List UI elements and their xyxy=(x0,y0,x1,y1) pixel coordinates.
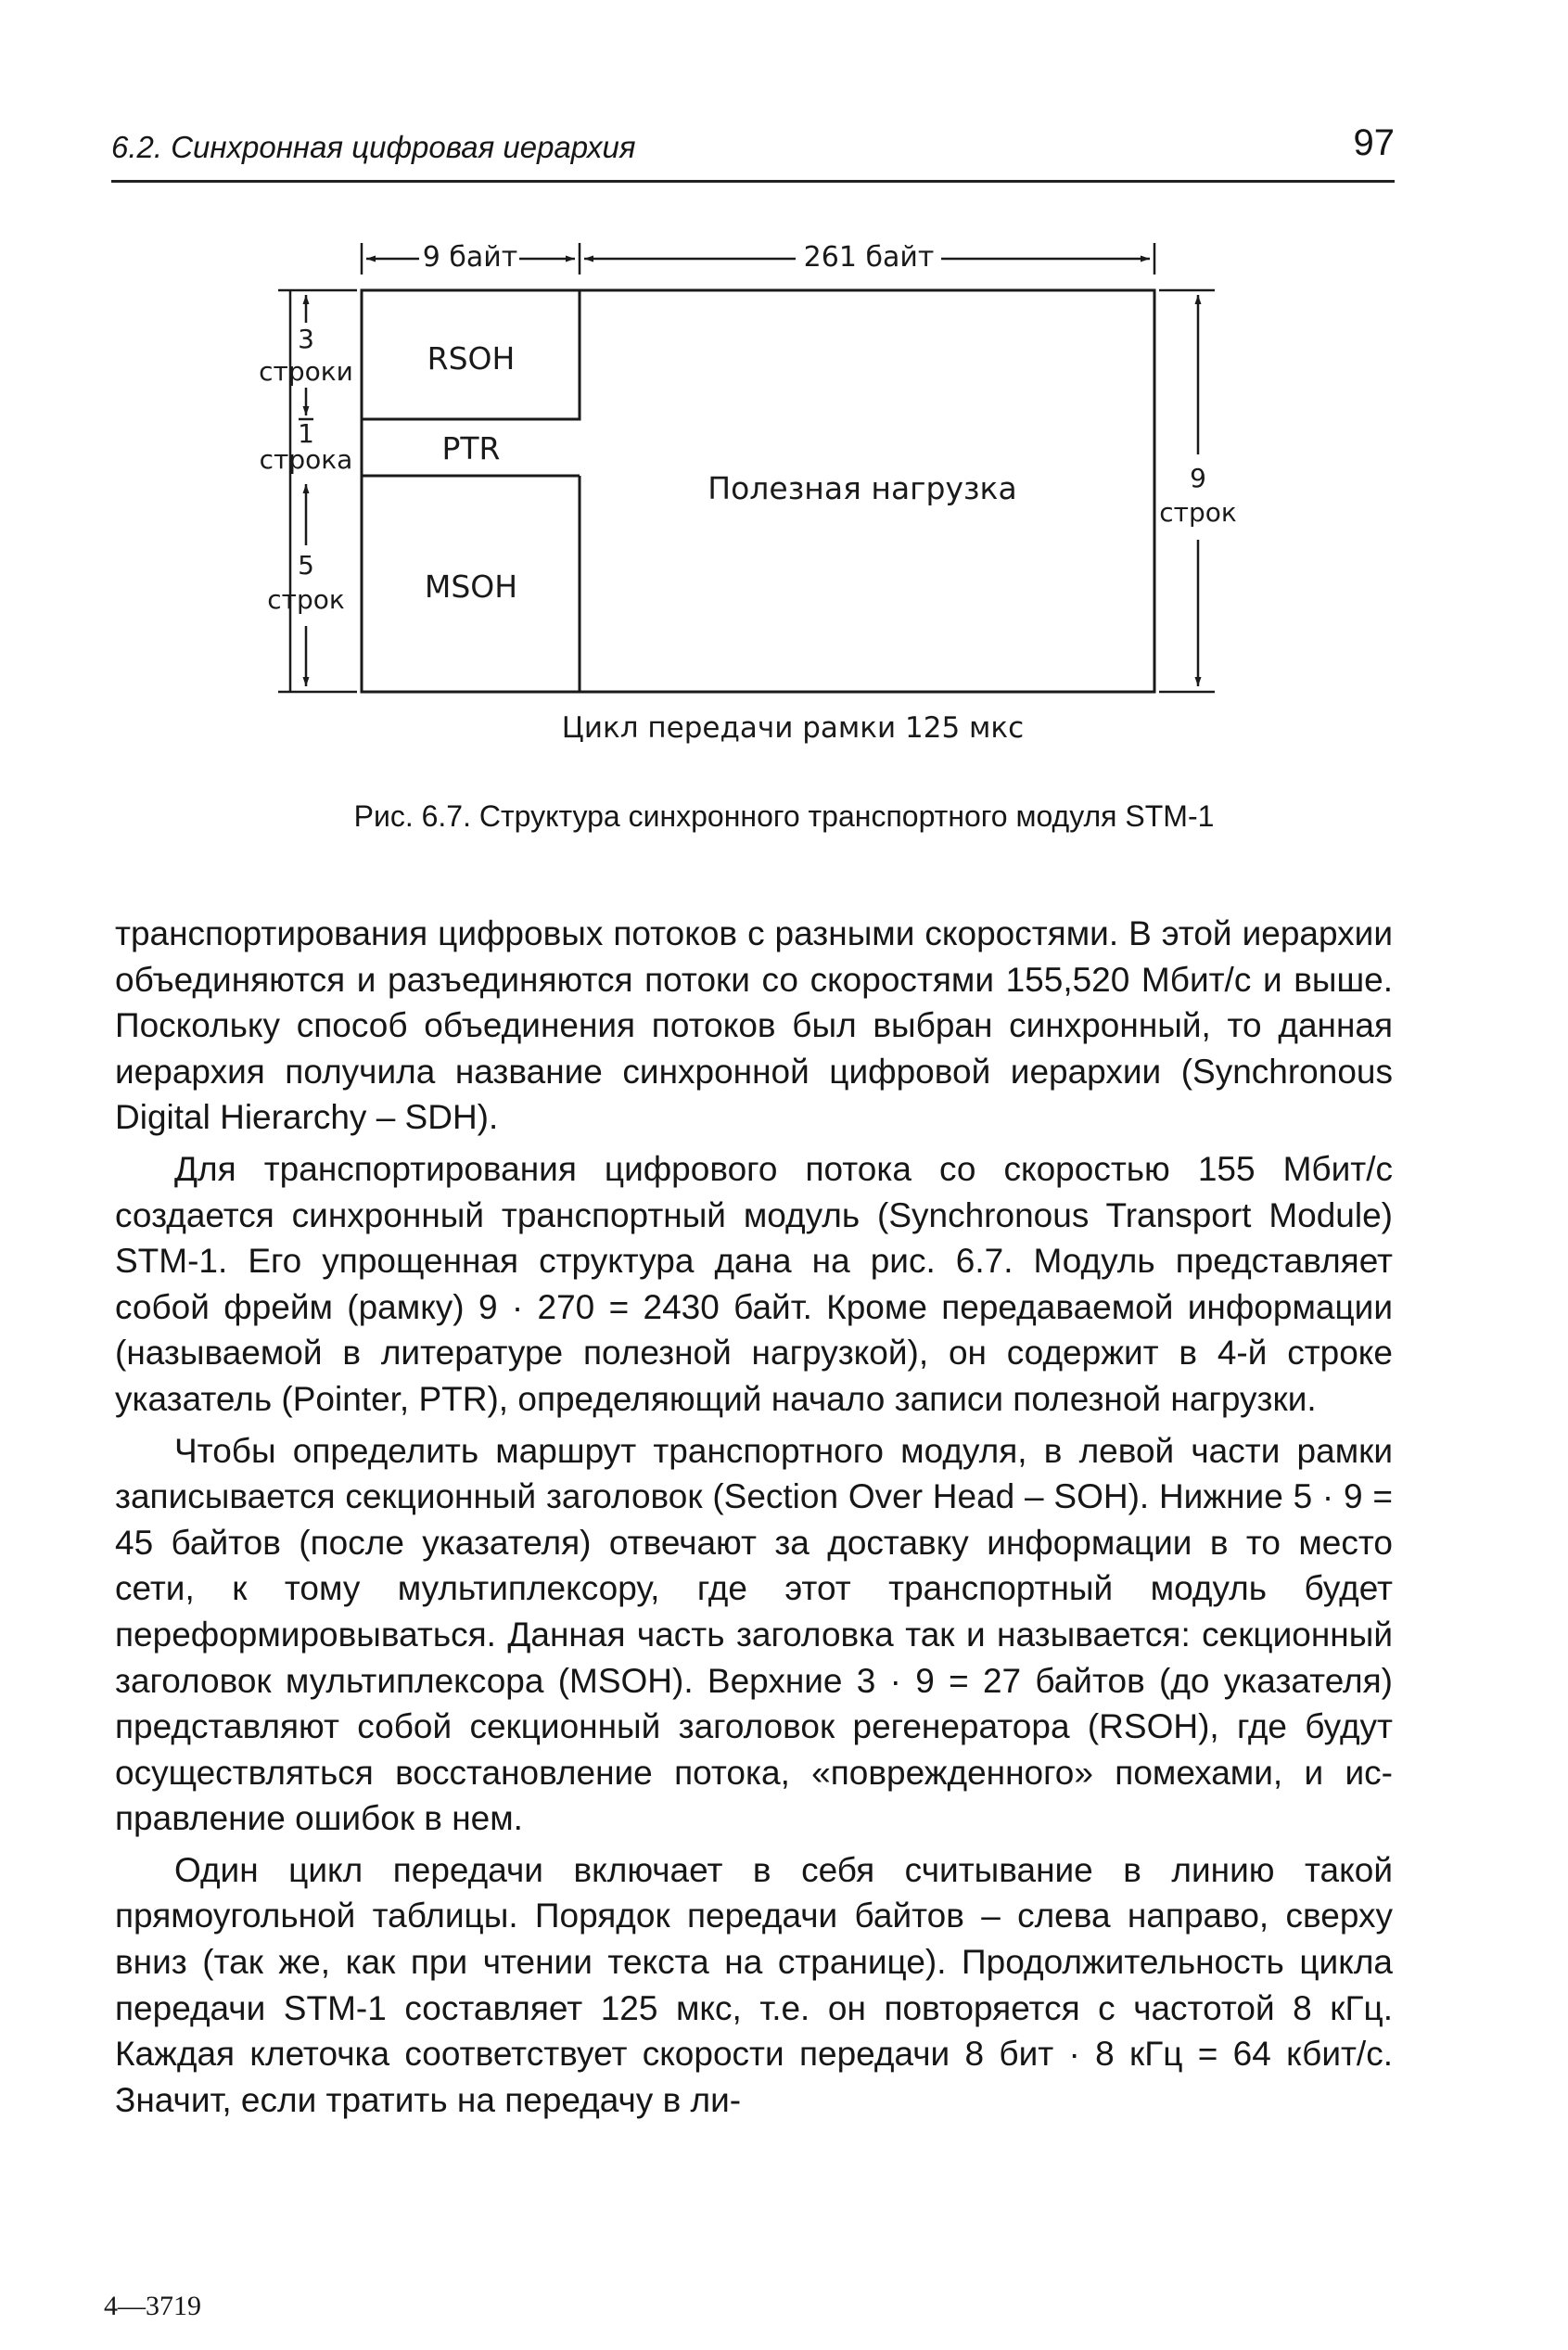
rows-9-number: 9 xyxy=(1190,463,1206,493)
paragraph-3: Чтобы определить маршрут транспортного модуля, в левой части рамки записывается секционный заголовок (Section Over Head – SOH). Нижние 5 · 9 = 45 байтов (после указателя) отвечают за доставку информации в то место сети, к тому мультиплексору, где этот транспортный модуль будет переформировываться. Данная часть заголовка так и называется: секционный заголовок мультиплексора (MSOH). Верхние 3 · 9 = 27 байтов (до указателя) представляют собой секционный заголовок регенератора (RSOH), где будут осуществляться восстановление потока, «поврежденного» помехами, и исправление ошибок в нем. xyxy=(115,1431,1393,1838)
rows-5-number: 5 xyxy=(298,550,314,581)
left-dimension xyxy=(278,290,357,692)
rows-5-unit: строк xyxy=(267,584,345,615)
rsoh-label: RSOH xyxy=(427,340,516,377)
body-text xyxy=(115,911,1393,2123)
print-signature: 4—3719 xyxy=(104,2291,201,2321)
rows-3-number: 3 xyxy=(298,324,314,354)
stm1-structure-diagram xyxy=(0,0,1568,798)
dim-label-261-bytes: 261 байт xyxy=(803,241,935,274)
rows-1-unit: строка xyxy=(259,444,353,475)
paragraph-1: транспортирования цифровых потоков с разными скоростями. В этой иерархии объединяются и разъединяются потоки со скоростями 155,520 Мбит/с и выше. Поскольку способ объединения потоков был выбран синхронный, то данная иерархия получила название синхронной цифровой иерархии (Synchronous Digital Hierarchy – SDH). xyxy=(115,914,1393,1137)
rows-1-number: 1 xyxy=(298,418,314,449)
right-dimension xyxy=(1159,290,1215,692)
dim-label-9-bytes: 9 байт xyxy=(422,241,518,274)
rows-3-unit: строки xyxy=(259,356,353,387)
paragraph-2: Для транспортирования цифрового потока со скоростью 155 Мбит/с создается синхронный транспортный модуль (Synchronous Transport Module) STM-1. Его упрощенная структура дана на рис. 6.7. Модуль представляет собой фрейм (рамку) 9 · 270 = 2430 байт. Кроме передаваемой информации (называемой в литературе полезной нагрузкой), он содержит в 4-й строке указатель (Pointer, PTR), определяющий начало записи полезной нагрузки. xyxy=(115,1149,1393,1418)
page-number: 97 xyxy=(1353,122,1395,163)
msoh-label: MSOH xyxy=(424,568,518,605)
ptr-label: PTR xyxy=(441,430,501,466)
transmission-cycle-label: Цикл передачи рамки 125 мкс xyxy=(561,711,1025,745)
payload-label: Полезная нагрузка xyxy=(708,470,1017,506)
paragraph-4: Один цикл передачи включает в себя считывание в линию такой прямоугольной таблицы. Порядок передачи байтов – слева направо, сверху вниз (так же, как при чтении текста на странице). Продолжительность цикла передачи STM-1 составляет 125 мкс, т.е. он повторяется с частотой 8 кГц. Каждая клеточка соответствует скорости передачи 8 бит · 8 кГц = 64 кбит/с. Значит, если тратить на передачу в ли- xyxy=(115,1850,1393,2119)
figure-caption: Рис. 6.7. Структура синхронного транспортного модуля STM-1 xyxy=(353,799,1215,833)
running-title: 6.2. Синхронная цифровая иерархия xyxy=(111,130,636,164)
rows-9-unit: строк xyxy=(1159,497,1237,528)
